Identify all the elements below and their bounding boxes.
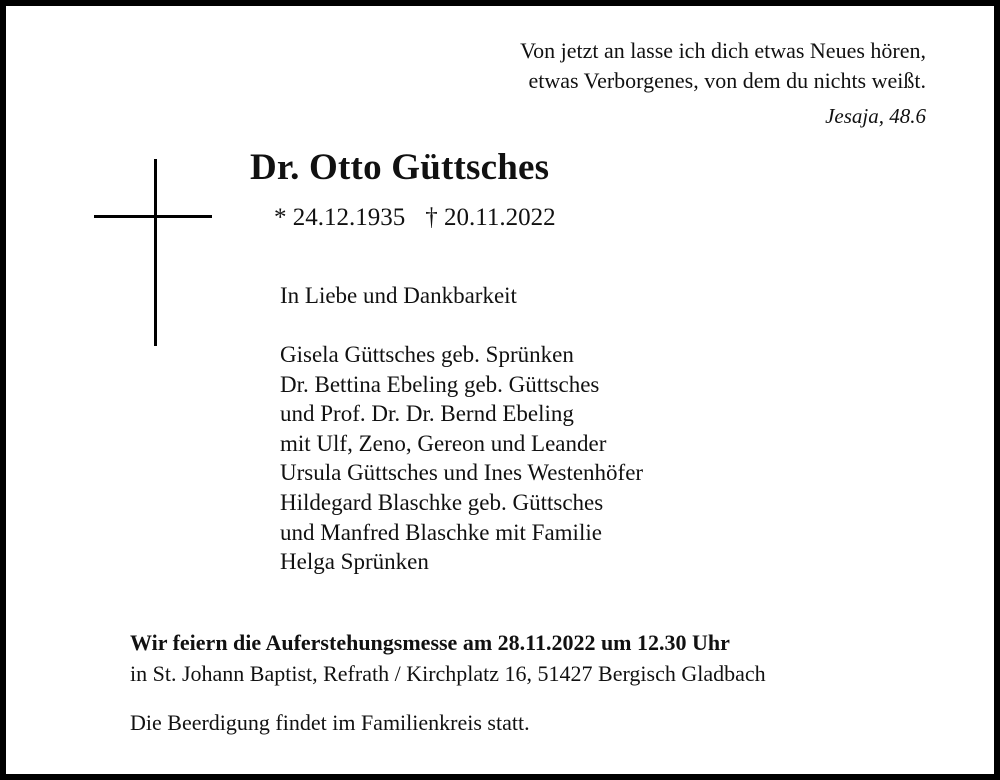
birth-date: * 24.12.1935 xyxy=(274,204,406,231)
quote-line: Von jetzt an lasse ich dich etwas Neues hören, xyxy=(520,38,926,63)
burial-note: Die Beerdigung findet im Familienkreis statt. xyxy=(130,710,530,735)
service-place: in St. Johann Baptist, Refrath / Kirchplatz 16, 51427 Bergisch Gladbach xyxy=(130,661,766,686)
mourner-line: und Manfred Blaschke mit Familie xyxy=(280,519,602,545)
deceased-name: Dr. Otto Güttsches xyxy=(250,147,550,188)
mourners-list xyxy=(280,340,643,577)
cross-vertical-bar xyxy=(154,159,157,346)
bible-quote xyxy=(520,36,926,96)
service-title: Wir feiern die Auferstehungsmesse am 28.11.2022 um 12.30 Uhr xyxy=(130,630,730,655)
mourner-line: Ursula Güttsches und Ines Westenhöfer xyxy=(280,460,644,486)
cross-horizontal-bar xyxy=(94,215,212,218)
mourner-line: Hildegard Blaschke geb. Güttsches xyxy=(280,489,604,515)
life-dates xyxy=(274,204,556,232)
mourner-line: Dr. Bettina Ebeling geb. Güttsches xyxy=(280,371,600,397)
quote-line: etwas Verborgenes, von dem du nichts weißt. xyxy=(528,68,926,93)
mourner-line: Gisela Güttsches geb. Sprünken xyxy=(280,342,574,367)
mourner-line: Helga Sprünken xyxy=(280,549,429,575)
mourner-line: und Prof. Dr. Dr. Bernd Ebeling xyxy=(280,401,574,427)
quote-source: Jesaja, 48.6 xyxy=(825,104,926,128)
intro-text: In Liebe und Dankbarkeit xyxy=(280,283,517,308)
mourner-line: mit Ulf, Zeno, Gereon und Leander xyxy=(280,430,607,456)
death-date: † 20.11.2022 xyxy=(425,204,556,231)
